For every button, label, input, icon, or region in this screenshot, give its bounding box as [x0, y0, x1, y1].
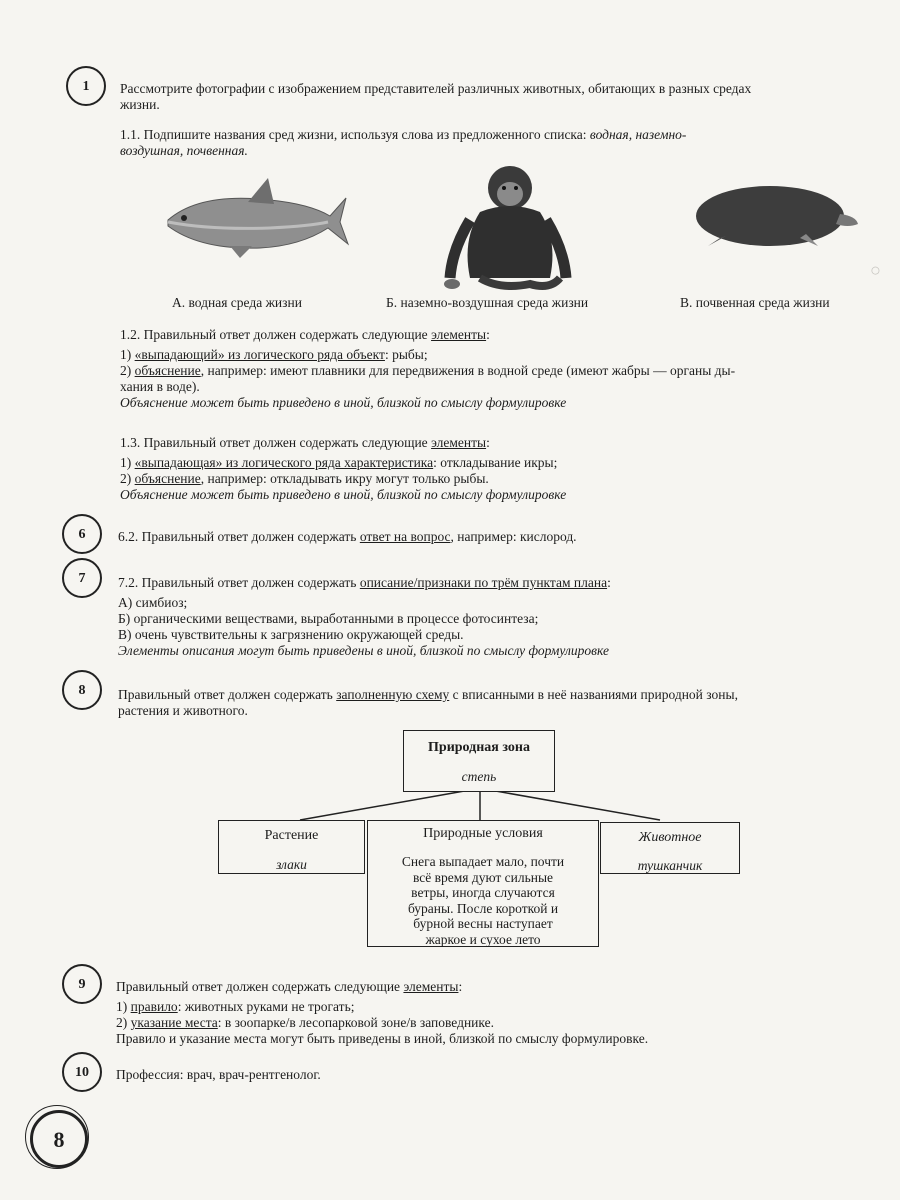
- q9-heading-keyword: элементы: [403, 979, 459, 994]
- scheme-plant-box: [218, 820, 365, 874]
- scheme-conditions-line: Снега выпадает мало, почти: [401, 854, 565, 869]
- q1-sub13-item1-keyword: «выпадающая» из логического ряда характеристика: [134, 455, 434, 470]
- scheme-conditions-text: [368, 854, 598, 947]
- q6-answer-keyword: ответ на вопрос: [359, 529, 451, 544]
- q1-sub12-note: Объяснение может быть приведено в иной, близкой по смыслу формулировке: [120, 395, 567, 410]
- q7-heading-text: 7.2. Правильный ответ должен содержать: [118, 575, 360, 590]
- scheme-zone-box: [403, 730, 555, 792]
- scheme-conditions-line: ветры, иногда случаются: [411, 885, 555, 900]
- q1-sub13-item1: [120, 454, 557, 471]
- scheme-conditions-line: жаркое и сухое лето: [425, 931, 541, 947]
- q9-item2: [116, 1014, 494, 1031]
- q9-heading: [116, 978, 462, 995]
- q9-heading-colon: :: [458, 979, 463, 994]
- q9-item1-keyword: правило: [130, 999, 178, 1014]
- q1-sub11-text: 1.1. Подпишите названия сред жизни, используя слова из предложенного списка:: [120, 127, 590, 142]
- q9-item2-num: 2): [116, 1015, 131, 1030]
- question-number-9: 9: [62, 964, 102, 1004]
- q1-sub13-item2: [120, 470, 489, 487]
- q8-line1-text: Правильный ответ должен содержать: [118, 687, 337, 702]
- q1-sub13-heading-keyword: элементы: [431, 435, 487, 450]
- mole-photo: [690, 180, 860, 250]
- q1-sub11-line2: воздушная, почвенная.: [120, 143, 248, 158]
- q1-intro-line1: Рассмотрите фотографии с изображением представителей различных животных, обитающих в разных средах: [120, 81, 752, 96]
- q9-heading-text: Правильный ответ должен содержать следующие: [116, 979, 404, 994]
- q1-sub11-line1: [120, 126, 686, 143]
- q1-sub12-item2: [120, 362, 735, 379]
- q6-answer: [118, 528, 577, 545]
- q1-sub12-item2-num: 2): [120, 363, 135, 378]
- q6-answer-example: , например: кислород.: [450, 529, 577, 544]
- q1-sub13-item2-num: 2): [120, 471, 135, 486]
- page-number: 8: [30, 1110, 88, 1168]
- chimpanzee-photo: [440, 160, 580, 295]
- question-number-7: 7: [62, 558, 102, 598]
- q8-line1: [118, 686, 738, 703]
- q1-sub12-heading-text: 1.2. Правильный ответ должен содержать следующие: [120, 327, 432, 342]
- fish-photo: [160, 170, 350, 260]
- q1-sub13-note: Объяснение может быть приведено в иной, близкой по смыслу формулировке: [120, 487, 567, 502]
- q1-sub12-heading-keyword: элементы: [431, 327, 487, 342]
- scheme-plant-value: злаки: [276, 857, 307, 872]
- bleed-through-mark: ○: [870, 260, 881, 280]
- q9-item1-text: : животных руками не трогать;: [177, 999, 355, 1014]
- q1-sub12-item2-cont: хания в воде).: [120, 379, 200, 394]
- question-number-6: 6: [62, 514, 102, 554]
- q7-heading: [118, 574, 611, 591]
- q6-answer-text: 6.2. Правильный ответ должен содержать: [118, 529, 360, 544]
- question-number-8: 8: [62, 670, 102, 710]
- q1-sub13-item2-keyword: объяснение: [134, 471, 201, 486]
- q9-item2-keyword: указание места: [130, 1015, 218, 1030]
- q1-sub12-heading: [120, 326, 490, 343]
- scheme-conditions-box: [367, 820, 599, 947]
- scheme-zone-value: степь: [461, 769, 497, 784]
- scheme-conditions-line: бурной весны наступает: [413, 916, 553, 931]
- scheme-conditions-line: бураны. После короткой и: [407, 900, 559, 916]
- q7-item-a: А) симбиоз;: [118, 595, 188, 610]
- scheme-animal-title: Животное: [638, 830, 702, 845]
- q1-sub12-heading-colon: :: [486, 327, 490, 342]
- caption-water-environment: А. водная среда жизни: [172, 295, 302, 310]
- q1-sub13-item1-text: : откладывание икры;: [433, 455, 558, 470]
- q7-heading-keyword: описание/признаки по трём пунктам плана: [359, 575, 608, 590]
- q1-intro-line2: жизни.: [120, 97, 160, 112]
- q7-item-b: Б) органическими веществами, выработанными в процессе фотосинтеза;: [118, 611, 539, 626]
- q7-note: Элементы описания могут быть приведены в иной, близкой по смыслу формулировке: [118, 643, 609, 658]
- q10-answer: Профессия: врач, врач-рентгенолог.: [116, 1067, 321, 1082]
- q1-sub13-item1-num: 1): [120, 455, 135, 470]
- question-number-1: 1: [66, 66, 106, 106]
- q9-note: Правило и указание места могут быть приведены в иной, близкой по смыслу формулировке.: [116, 1031, 649, 1046]
- question-number-10: 10: [62, 1052, 102, 1092]
- caption-soil-environment: В. почвенная среда жизни: [680, 295, 830, 310]
- q1-sub13-heading-text: 1.3. Правильный ответ должен содержать следующие: [120, 435, 432, 450]
- q8-line2: растения и животного.: [118, 703, 248, 718]
- q7-heading-colon: :: [607, 575, 611, 590]
- q8-line1-rest: с вписанными в неё названиями природной зоны,: [449, 687, 738, 702]
- scheme-zone-title: Природная зона: [428, 740, 530, 755]
- q9-item2-text: : в зоопарке/в лесопарковой зоне/в заповеднике.: [217, 1015, 494, 1030]
- q1-sub12-item1-num: 1): [120, 347, 135, 362]
- q8-line1-keyword: заполненную схему: [336, 687, 450, 702]
- scheme-conditions-title: Природные условия: [423, 826, 543, 841]
- scheme-plant-title: Растение: [264, 828, 319, 843]
- q1-sub12-item2-text: , например: имеют плавники для передвижения в водной среде (имеют жабры — органы ды-: [200, 363, 736, 378]
- scheme-animal-box: [600, 822, 740, 874]
- q1-sub11-options: водная, наземно-: [589, 127, 687, 142]
- scheme-conditions-line: всё время дуют сильные: [412, 869, 554, 885]
- q1-sub13-item2-text: , например: откладывать икру могут только рыбы.: [200, 471, 489, 486]
- q1-sub13-heading: [120, 434, 490, 451]
- q1-sub12-item1: [120, 346, 428, 363]
- caption-land-air-environment: Б. наземно-воздушная среда жизни: [386, 295, 589, 310]
- q1-sub13-heading-colon: :: [486, 435, 490, 450]
- q1-sub12-item1-text: : рыбы;: [384, 347, 428, 362]
- q1-sub12-item1-keyword: «выпадающий» из логического ряда объект: [134, 347, 385, 362]
- q9-item1-num: 1): [116, 999, 131, 1014]
- q1-sub12-item2-keyword: объяснение: [134, 363, 201, 378]
- q7-item-c: В) очень чувствительны к загрязнению окружающей среды.: [118, 627, 464, 642]
- scheme-animal-value: тушканчик: [637, 858, 703, 873]
- q9-item1: [116, 998, 355, 1015]
